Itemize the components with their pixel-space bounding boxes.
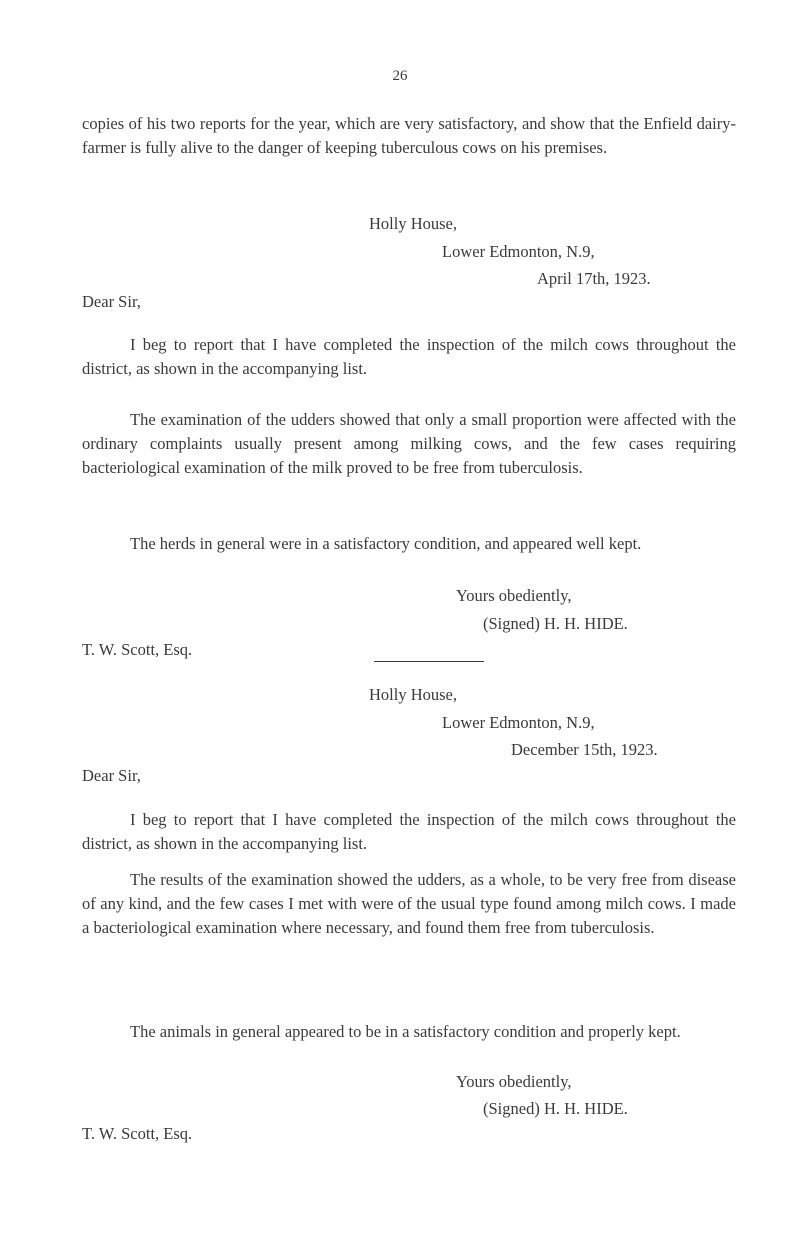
letter1-address-line2: Lower Edmonton, N.9, xyxy=(442,242,595,261)
letter1-date: April 17th, 1923. xyxy=(537,269,651,288)
letter2-salutation: Dear Sir, xyxy=(82,766,141,785)
letter2-date: December 15th, 1923. xyxy=(511,740,658,759)
letter1-paragraph-3: The herds in general were in a satisfactory condition, and appeared well kept. xyxy=(130,534,642,553)
letter2-addressee: T. W. Scott, Esq. xyxy=(82,1124,193,1143)
letter1-signature: (Signed) H. H. HIDE. xyxy=(483,614,628,633)
letter2-address-line1: Holly House, xyxy=(369,685,457,704)
letter2-paragraph-3: The animals in general appeared to be in a satisfactory condition and properly kept. xyxy=(130,1022,681,1041)
intro-paragraph: copies of his two reports for the year, which are very satisfactory, and show that the Enfield dairy-farmer is fully alive to the danger of keeping tuberculous cows on his premises. xyxy=(82,114,736,157)
section-divider xyxy=(374,661,484,662)
page-number: 26 xyxy=(392,68,408,84)
letter1-paragraph-1: I beg to report that I have completed the inspection of the milch cows throughout the district, as shown in the accompanying list. xyxy=(82,335,736,378)
letter1-addressee: T. W. Scott, Esq. xyxy=(82,640,193,659)
letter2-paragraph-1: I beg to report that I have completed the inspection of the milch cows throughout the district, as shown in the accompanying list. xyxy=(82,810,736,853)
letter1-closing: Yours obediently, xyxy=(456,586,572,605)
letter1-address-line1: Holly House, xyxy=(369,214,457,233)
letter2-address-line2: Lower Edmonton, N.9, xyxy=(442,713,595,732)
letter2-closing: Yours obediently, xyxy=(456,1072,572,1091)
letter1-salutation: Dear Sir, xyxy=(82,292,141,311)
letter2-paragraph-2: The results of the examination showed the udders, as a whole, to be very free from disease of any kind, and the few cases I met with were of the usual type found among milch cows. I made a bacteriological examination where necessary, and found them free from tuberculosis. xyxy=(82,870,736,937)
letter2-signature: (Signed) H. H. HIDE. xyxy=(483,1099,628,1118)
letter1-paragraph-2: The examination of the udders showed that only a small proportion were affected with the ordinary complaints usually present among milking cows, and the few cases requiring bacteriological examination of the milk proved to be free from tuberculosis. xyxy=(82,410,736,477)
